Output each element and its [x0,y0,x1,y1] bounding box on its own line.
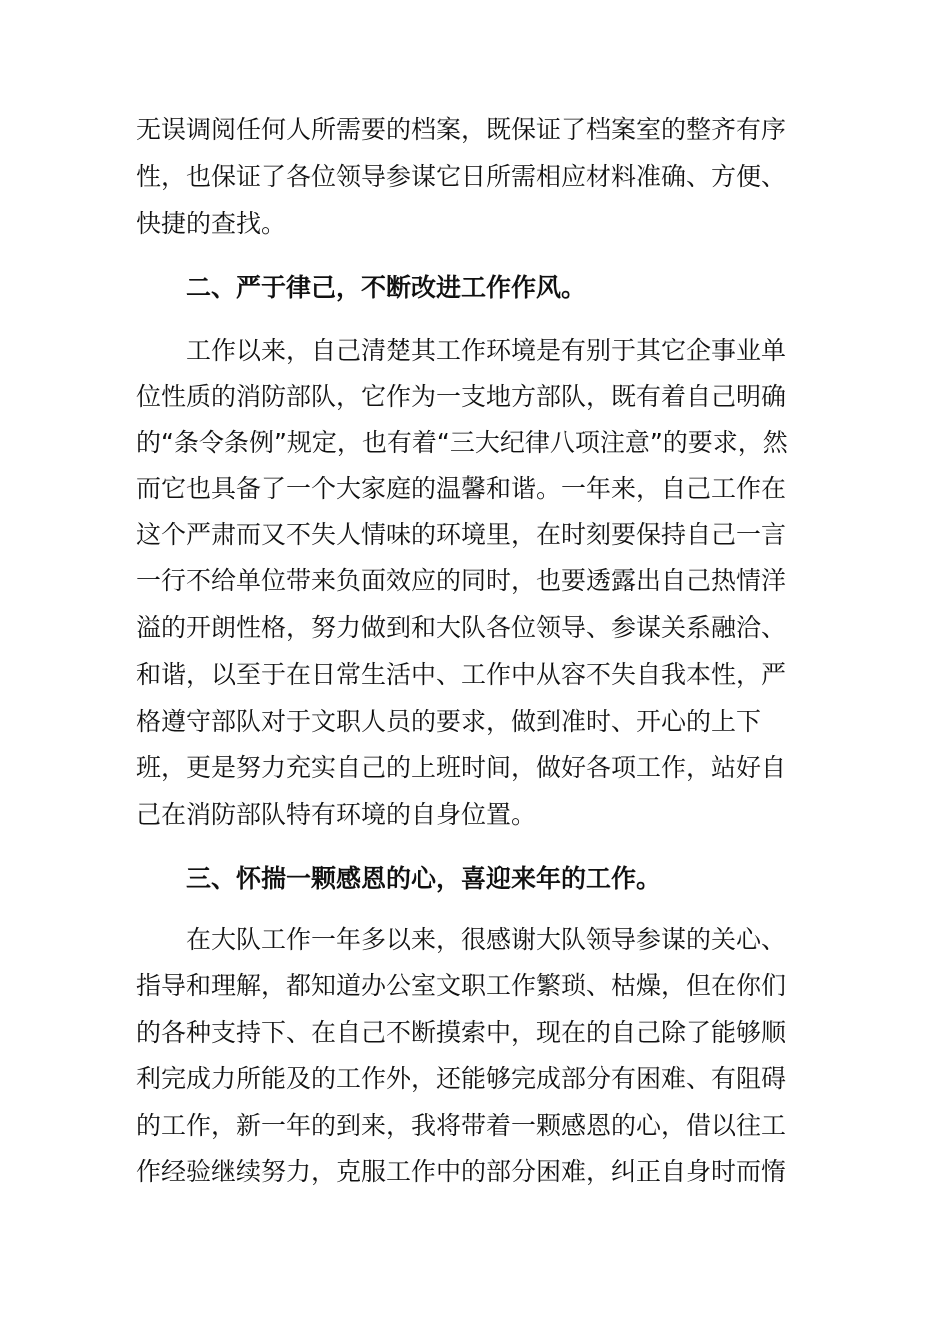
text-line: 作经验继续努力，克服工作中的部分困难，纠正自身时而惰 [136,1157,787,1186]
text-line: 的工作，新一年的到来，我将带着一颗感恩的心，借以往工 [136,1111,787,1140]
text-line: 而它也具备了一个大家庭的温馨和谐。一年来，自己工作在 [136,474,787,503]
text-line: 快捷的查找。 [136,209,287,238]
text-line: 的各种支持下、在自己不断摸索中，现在的自己除了能够顺 [136,1018,787,1047]
section-heading-2: 二、严于律己，不断改进工作作风。 [186,273,587,302]
text-line: 溢的开朗性格，努力做到和大队各位领导、参谋关系融洽、 [136,613,787,642]
text-line: 班，更是努力充实自己的上班时间，做好各项工作，站好自 [136,753,787,782]
text-line: 在大队工作一年多以来，很感谢大队领导参谋的关心、 [186,925,787,954]
text-line: 和谐，以至于在日常生活中、工作中从容不失自我本性，严 [136,660,787,689]
text-line: 格遵守部队对于文职人员的要求，做到准时、开心的上下 [136,707,762,736]
text-line: 的“条令条例”规定，也有着“三大纪律八项注意”的要求，然 [136,428,788,457]
text-line: 工作以来，自己清楚其工作环境是有别于其它企事业单 [186,336,787,365]
text-line: 一行不给单位带来负面效应的同时，也要透露出自己热情洋 [136,566,787,595]
text-line: 性，也保证了各位领导参谋它日所需相应材料准确、方便、 [136,162,787,191]
text-line: 位性质的消防部队，它作为一支地方部队，既有着自己明确 [136,382,787,411]
section-heading-3: 三、怀揣一颗感恩的心，喜迎来年的工作。 [186,864,662,893]
text-line: 这个严肃而又不失人情味的环境里，在时刻要保持自己一言 [136,520,787,549]
text-line: 己在消防部队特有环境的自身位置。 [136,800,537,829]
text-line: 利完成力所能及的工作外，还能够完成部分有困难、有阻碍 [136,1064,787,1093]
text-line: 无误调阅任何人所需要的档案，既保证了档案室的整齐有序 [136,115,787,144]
text-line: 指导和理解，都知道办公室文职工作繁琐、枯燥，但在你们 [136,971,787,1000]
